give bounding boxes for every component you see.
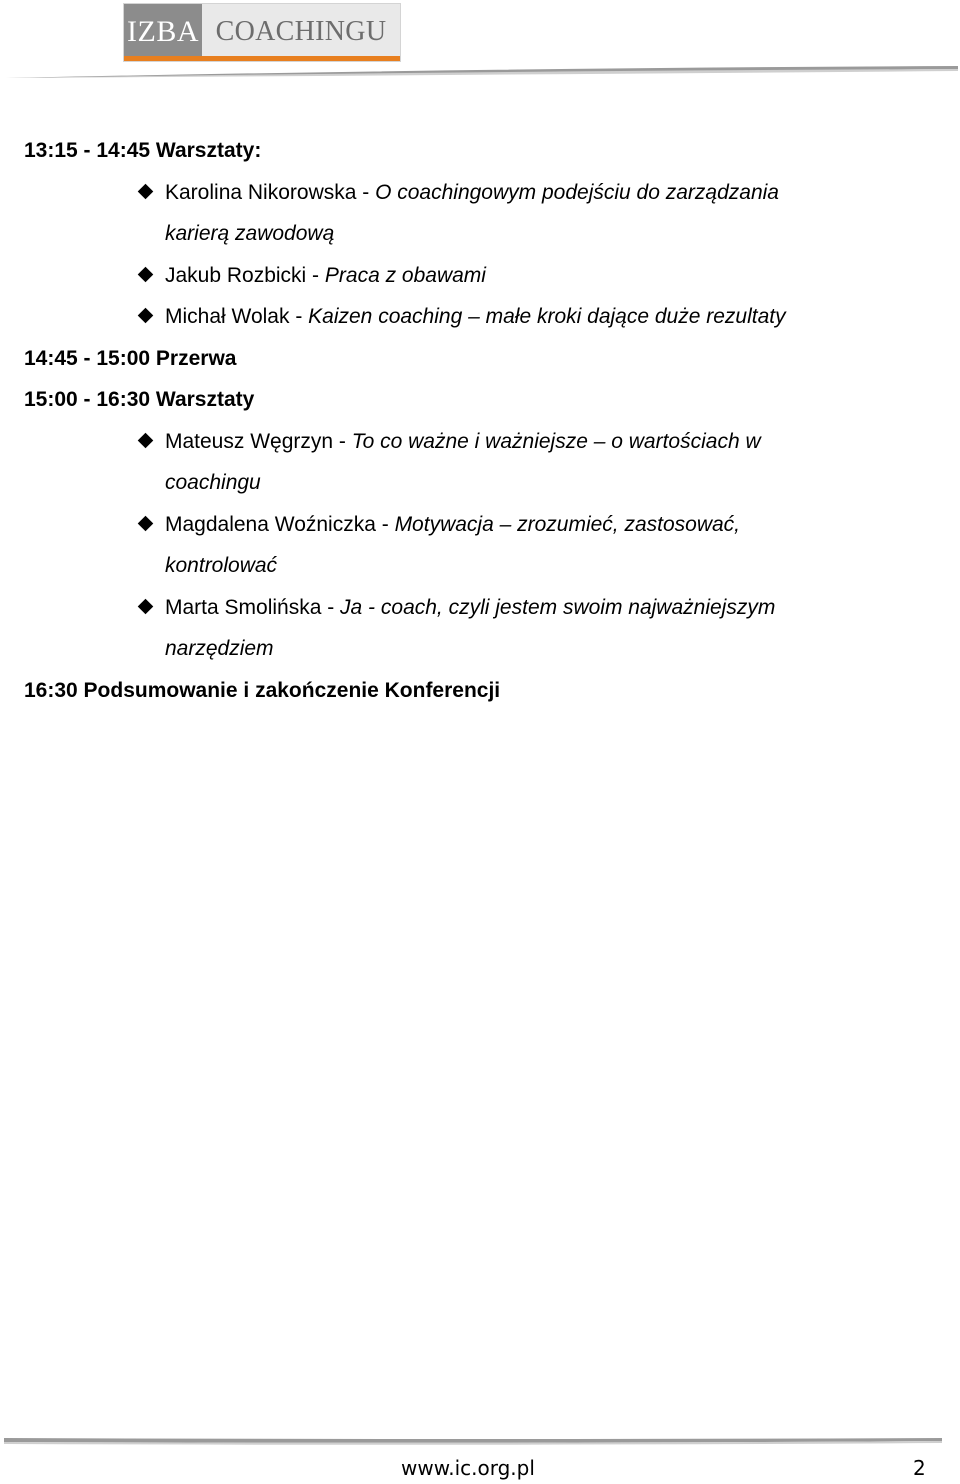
- session-time-1630: 16:30 Podsumowanie i zakończenie Konferencji: [24, 678, 501, 702]
- talk-title-cont: narzędziem: [165, 637, 274, 660]
- logo-right-text: COACHINGU: [215, 16, 387, 47]
- logo-left-block: [124, 4, 202, 61]
- page-number: 2: [913, 1456, 926, 1480]
- list-item: [24, 255, 924, 297]
- talk-title: Ja - coach, czyli jestem swoim najważniejszym: [340, 595, 776, 619]
- talk-title: O coachingowym podejściu do zarządzania: [375, 180, 779, 204]
- speaker-name: Karolina Nikorowska -: [165, 180, 376, 204]
- speaker-name: Magdalena Woźniczka -: [165, 512, 395, 536]
- agenda: [24, 130, 924, 711]
- list-item-continuation: [24, 213, 924, 255]
- list-item-continuation: [24, 628, 924, 670]
- list-item: [24, 587, 924, 629]
- speaker-name: Marta Smolińska -: [165, 595, 341, 619]
- footer-divider: [0, 1432, 960, 1448]
- diamond-bullet-icon: [138, 266, 154, 282]
- footer-url-link[interactable]: www.ic.org.pl: [401, 1456, 535, 1480]
- talk-title: Motywacja – zrozumieć, zastosować,: [394, 512, 741, 536]
- session-time-1500: 15:00 - 16:30 Warsztaty: [24, 388, 255, 411]
- izba-coachingu-logo: [123, 3, 401, 62]
- list-item: [24, 172, 924, 214]
- talk-title-cont: kontrolować: [165, 554, 278, 577]
- talk-title: Kaizen coaching – małe kroki dające duże rezultaty: [308, 305, 786, 328]
- session-time-1315: 13:15 - 14:45 Warsztaty:: [24, 139, 262, 162]
- diamond-bullet-icon: [138, 515, 154, 531]
- diamond-bullet-icon: [138, 432, 154, 448]
- talk-title: To co ważne i ważniejsze – o wartościach w: [351, 429, 761, 453]
- list-item: [24, 296, 924, 338]
- list-item: [24, 421, 924, 463]
- list-item: [24, 504, 924, 546]
- list-item-continuation: [24, 462, 924, 504]
- talk-title-cont: karierą zawodową: [165, 222, 335, 245]
- header-divider: [0, 64, 960, 80]
- logo-left-text: IZBA: [127, 15, 199, 48]
- diamond-bullet-icon: [138, 598, 154, 614]
- logo-right-block: [202, 4, 400, 61]
- diamond-bullet-icon: [138, 183, 154, 199]
- talk-title: Praca z obawami: [324, 263, 486, 287]
- talk-title-cont: coachingu: [165, 471, 261, 494]
- list-item-continuation: [24, 545, 924, 587]
- speaker-name: Jakub Rozbicki -: [165, 263, 325, 287]
- diamond-bullet-icon: [138, 308, 154, 324]
- speaker-name: Mateusz Węgrzyn -: [165, 429, 352, 453]
- session-time-1445: 14:45 - 15:00 Przerwa: [24, 346, 237, 370]
- speaker-name: Michał Wolak -: [165, 305, 309, 328]
